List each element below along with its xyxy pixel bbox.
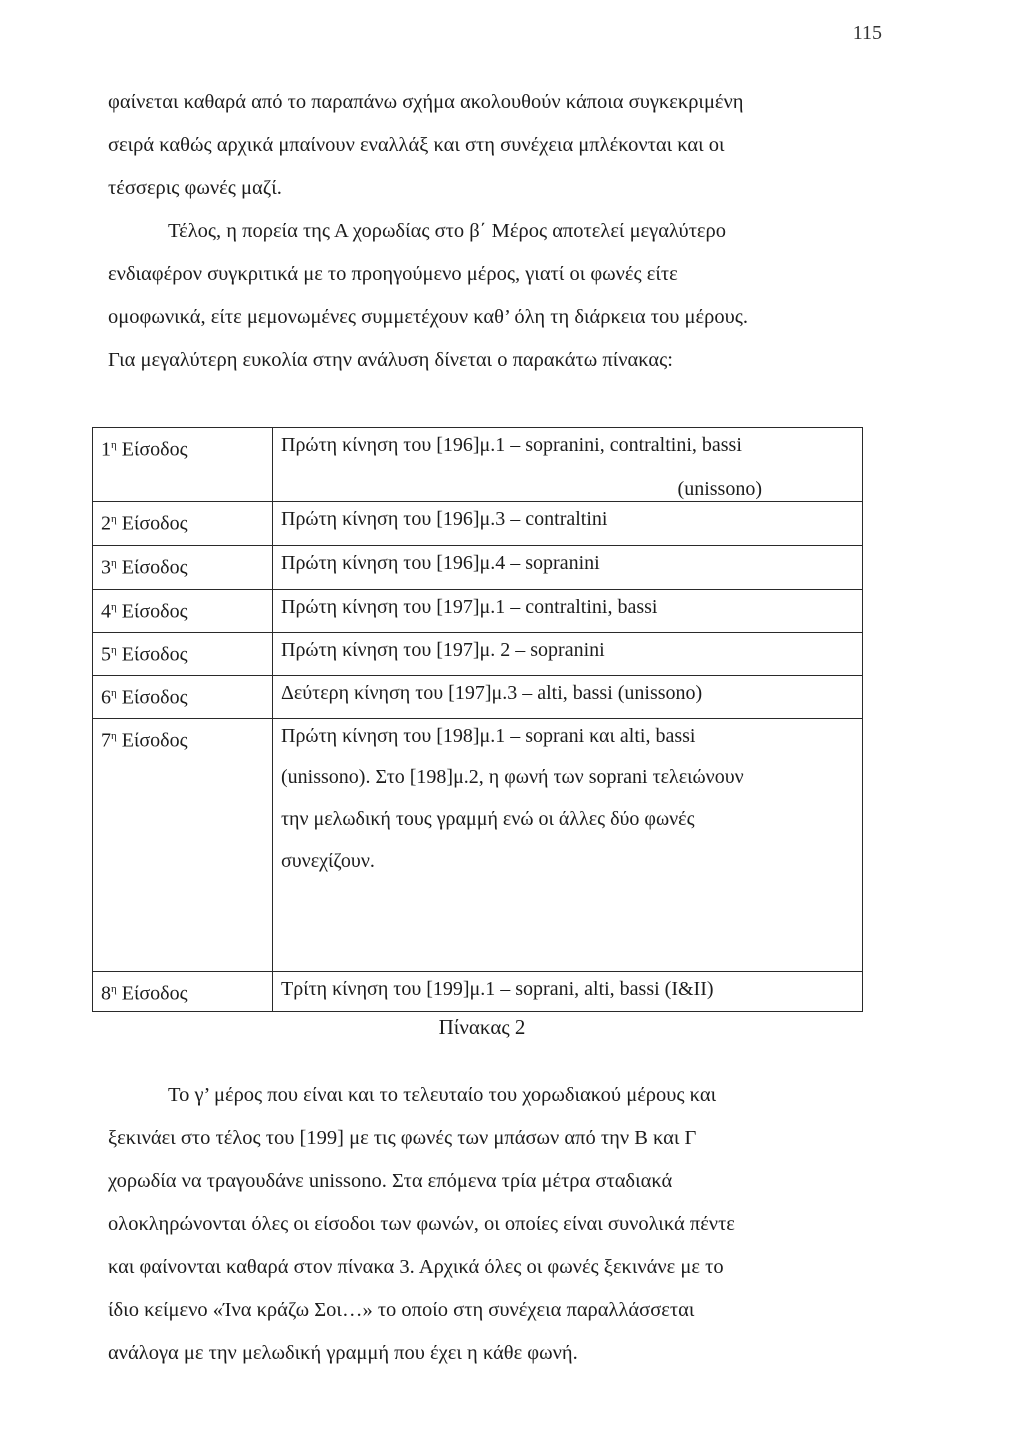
entry-desc-cell xyxy=(273,972,863,1012)
para2-line-5: και φαίνονται καθαρά στον πίνακα 3. Αρχικά όλες οι φωνές ξεκινάνε με το xyxy=(108,1256,724,1278)
entry-desc-cell xyxy=(273,633,863,676)
entry-label: Είσοδος xyxy=(121,600,188,623)
entry-desc-line: (unissono). Στο [198]μ.2, η φωνή των soprani τελειώνουν xyxy=(281,766,744,788)
entry-desc-cell xyxy=(273,719,863,972)
entry-number: 8 xyxy=(101,982,111,1005)
entry-ordinal: η xyxy=(111,439,117,451)
entry-desc-line: συνεχίζουν. xyxy=(281,850,375,872)
entry-desc-line: την μελωδική τους γραμμή ενώ οι άλλες δύο φωνές xyxy=(281,808,695,830)
entry-ordinal: η xyxy=(111,557,117,569)
entry-label-cell xyxy=(93,428,273,502)
para1-line-3: ομοφωνικά, είτε μεμονωμένες συμμετέχουν καθ’ όλη τη διάρκεια του μέρους. xyxy=(108,306,749,328)
entry-ordinal: η xyxy=(111,513,117,525)
entry-desc-cell xyxy=(273,428,863,502)
entry-desc-cell xyxy=(273,590,863,633)
entries-table xyxy=(92,427,863,1012)
table-row xyxy=(93,719,863,972)
entry-number: 2 xyxy=(101,512,111,535)
entry-ordinal: η xyxy=(111,601,117,613)
entry-label: Είσοδος xyxy=(121,438,188,461)
entry-label: Είσοδος xyxy=(121,512,188,535)
entry-desc-line: Δεύτερη κίνηση του [197]μ.3 – alti, bassi (unissono) xyxy=(281,682,703,704)
entry-number: 6 xyxy=(101,686,111,709)
table-row xyxy=(93,590,863,633)
entry-label-cell xyxy=(93,633,273,676)
entry-desc-line: Πρώτη κίνηση του [196]μ.1 – sopranini, contraltini, bassi xyxy=(281,434,742,456)
table-row xyxy=(93,502,863,546)
entry-number: 5 xyxy=(101,643,111,666)
entry-desc-cell xyxy=(273,502,863,546)
entry-label: Είσοδος xyxy=(121,686,188,709)
table-row xyxy=(93,428,863,502)
para1-line-1: Τέλος, η πορεία της Α χορωδίας στο β΄ Μέρος αποτελεί μεγαλύτερο xyxy=(168,220,727,242)
entry-desc-line: Τρίτη κίνηση του [199]μ.1 – soprani, alti, bassi (Ι&ΙΙ) xyxy=(281,978,714,1000)
entry-ordinal: η xyxy=(111,730,117,742)
table-row xyxy=(93,633,863,676)
entry-label: Είσοδος xyxy=(121,982,188,1005)
table-row xyxy=(93,676,863,719)
table-caption: Πίνακας 2 xyxy=(438,1015,526,1039)
entry-label-cell xyxy=(93,546,273,590)
entry-desc-cell xyxy=(273,676,863,719)
para2-line-7: ανάλογα με την μελωδική γραμμή που έχει η κάθε φωνή. xyxy=(108,1342,578,1364)
entry-desc-cell xyxy=(273,546,863,590)
entry-number: 3 xyxy=(101,556,111,579)
table-row xyxy=(93,546,863,590)
entry-label-cell xyxy=(93,502,273,546)
entry-number: 1 xyxy=(101,438,111,461)
entry-ordinal: η xyxy=(111,644,117,656)
para1-line-4: Για μεγαλύτερη ευκολία στην ανάλυση δίνεται ο παρακάτω πίνακας: xyxy=(108,349,673,371)
intro-line-1: φαίνεται καθαρά από το παραπάνω σχήμα ακολουθούν κάποια συγκεκριμένη xyxy=(108,91,744,113)
para2-line-2: ξεκινάει στο τέλος του [199] με τις φωνές των μπάσων από την Β και Γ xyxy=(108,1127,697,1149)
entry-label-cell xyxy=(93,972,273,1012)
entry-desc-line: Πρώτη κίνηση του [197]μ. 2 – sopranini xyxy=(281,639,605,661)
entry-label: Είσοδος xyxy=(121,556,188,579)
entry-label: Είσοδος xyxy=(121,729,188,752)
entry-ordinal: η xyxy=(111,983,117,995)
entry-desc-line: (unissono) xyxy=(677,478,762,500)
intro-line-2: σειρά καθώς αρχικά μπαίνουν εναλλάξ και στη συνέχεια μπλέκονται και οι xyxy=(108,134,725,156)
para1-line-2: ενδιαφέρον συγκριτικά με το προηγούμενο μέρος, γιατί οι φωνές είτε xyxy=(108,263,678,285)
entry-label-cell xyxy=(93,719,273,972)
entry-desc-line: Πρώτη κίνηση του [196]μ.3 – contraltini xyxy=(281,508,608,530)
entry-number: 4 xyxy=(101,600,111,623)
entry-ordinal: η xyxy=(111,687,117,699)
para2-line-4: ολοκληρώνονται όλες οι είσοδοι των φωνών, οι οποίες είναι συνολικά πέντε xyxy=(108,1213,735,1235)
entry-label-cell xyxy=(93,676,273,719)
entry-desc-line: Πρώτη κίνηση του [197]μ.1 – contraltini, bassi xyxy=(281,596,658,618)
entry-number: 7 xyxy=(101,729,111,752)
entry-label: Είσοδος xyxy=(121,643,188,666)
entry-desc-line: Πρώτη κίνηση του [196]μ.4 – sopranini xyxy=(281,552,600,574)
para2-line-3: χορωδία να τραγουδάνε unissono. Στα επόμενα τρία μέτρα σταδιακά xyxy=(108,1170,673,1192)
para2-line-6: ίδιο κείμενο «Ίνα κράζω Σοι…» το οποίο στη συνέχεια παραλλάσσεται xyxy=(108,1299,695,1321)
entry-desc-line: Πρώτη κίνηση του [198]μ.1 – soprani και alti, bassi xyxy=(281,725,696,747)
table-row xyxy=(93,972,863,1012)
intro-line-3: τέσσερις φωνές μαζί. xyxy=(108,177,282,199)
page-number: 115 xyxy=(852,22,882,44)
para2-line-1: Το γ’ μέρος που είναι και το τελευταίο του χορωδιακού μέρους και xyxy=(168,1084,717,1106)
entry-label-cell xyxy=(93,590,273,633)
